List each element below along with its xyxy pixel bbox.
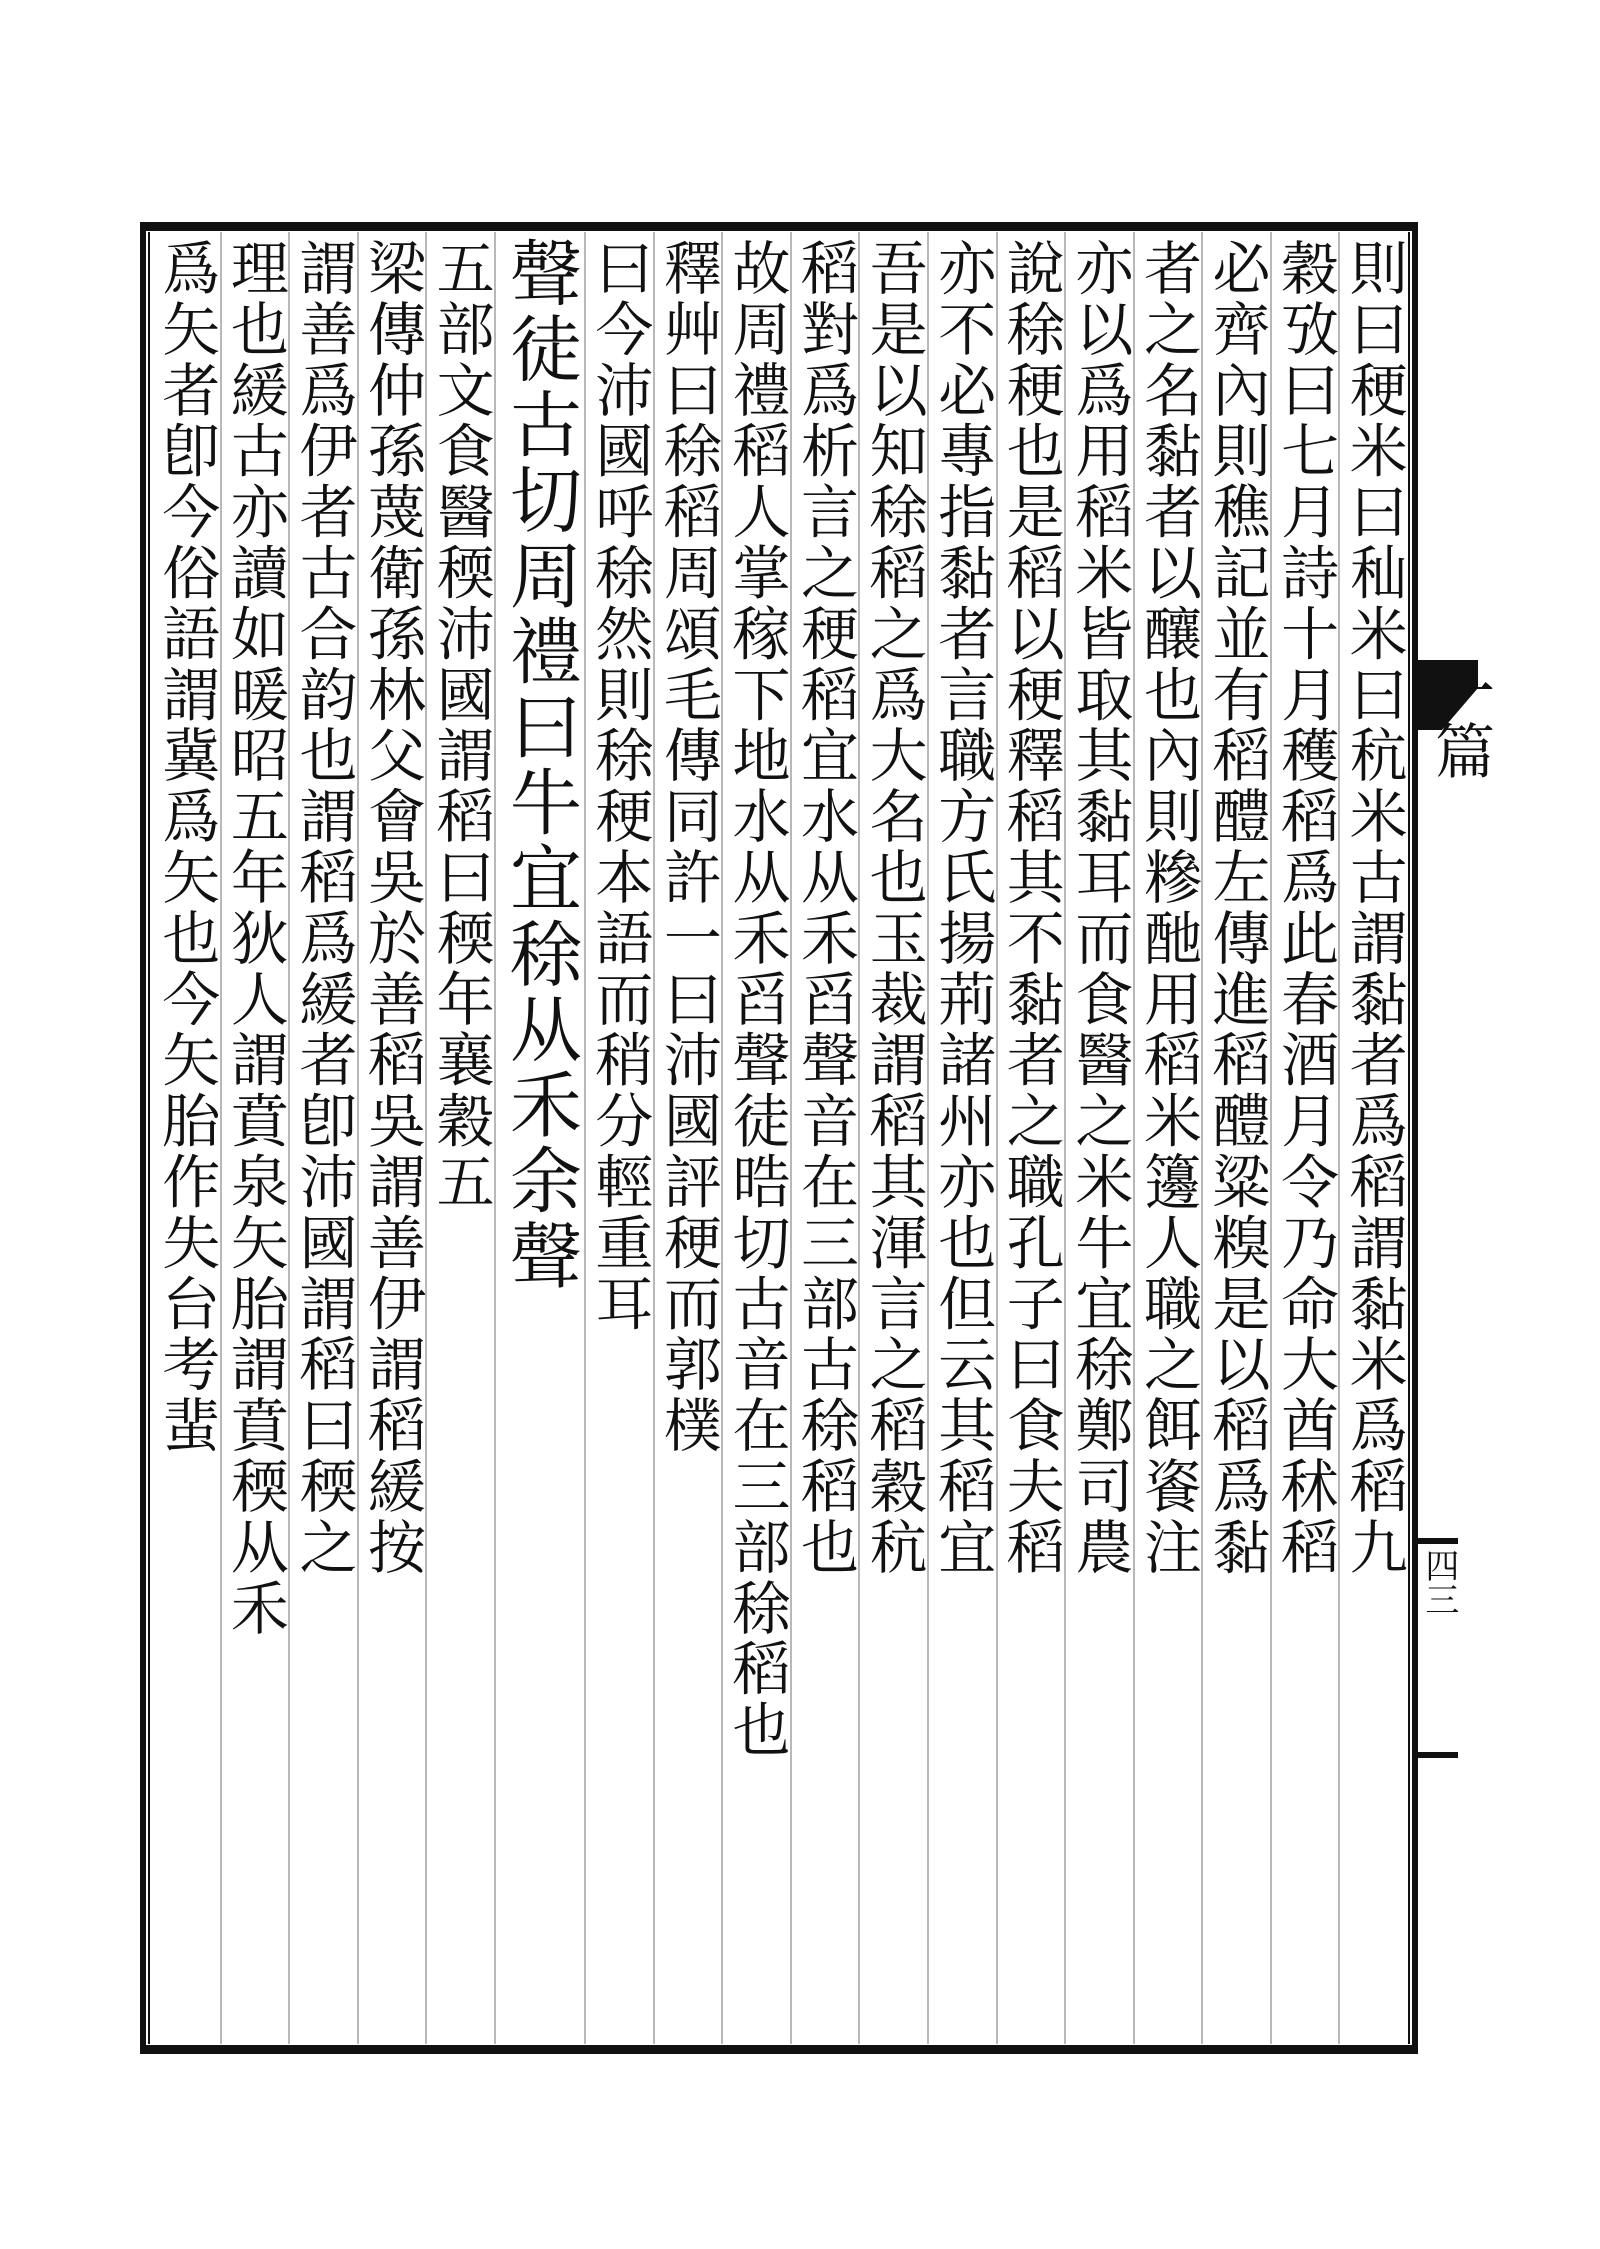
text-column [221, 238, 290, 2038]
text-column [1271, 238, 1340, 2038]
column-text: 稻對爲析言之稉稻宜水从禾舀聲音在三部古稌稻也 [791, 238, 860, 1578]
text-column [997, 238, 1066, 2038]
column-text: 亦以爲用稻米皆取其黏耳而食醫之米牛宜稌鄭司農 [1065, 238, 1134, 1578]
text-column [495, 236, 585, 2036]
margin-folio [1418, 1538, 1458, 1758]
text-column [654, 238, 723, 2038]
column-text: 理也緩古亦讀如暖昭五年狄人謂賁泉矢胎謂賁稬从禾 [220, 238, 289, 1639]
text-column [722, 238, 791, 2038]
text-column [358, 238, 427, 2038]
text-column [1065, 238, 1134, 2038]
column-text: 故周禮稻人掌稼下地水从禾舀聲徒晧切古音在三部稌稻也 [722, 238, 791, 1761]
column-text: 釋艸曰稌稻周頌毛傳同許一曰沛國評稉而郭樸 [653, 238, 722, 1456]
margin-title [1425, 660, 1495, 780]
column-text: 者之名黏者以釀也內則糝酏用稻米籩人職之餌餈注 [1133, 238, 1202, 1578]
text-column [289, 238, 358, 2038]
text-column [1134, 238, 1203, 2038]
column-text: 爲矢者卽今俗語謂冀爲矢也今矢胎作失台考蜚 [152, 238, 221, 1456]
column-text: 五部文食醫稬沛國謂稻曰稬年襄穀五 [426, 238, 495, 1213]
text-column [585, 238, 654, 2038]
column-text: 必齊內則穛記並有稻醴左傳進稻醴粱糗是以稻爲黏 [1202, 238, 1271, 1578]
column-text: 梁傳仲孫蔑衛孫林父會吳於善稻吳謂善伊謂稻緩按 [358, 238, 427, 1578]
text-column [928, 238, 997, 2038]
column-text: 吾是以知稌稻之爲大名也玉裁謂稻其渾言之稻穀秔 [859, 238, 928, 1578]
column-text: 聲徒古切周禮曰牛宜稌从禾余聲 [497, 236, 582, 1295]
column-text: 亦不必專指黏者言職方氏揚荊諸州亦也但云其稻宜 [928, 238, 997, 1578]
text-column [1339, 238, 1408, 2038]
column-text: 說稌稉也是稻以稉釋稻其不黏者之職孔子曰食夫稻 [996, 238, 1065, 1578]
column-text: 則曰稉米曰秈米曰秔米古謂黏者爲稻謂黏米爲稻九 [1339, 238, 1408, 1578]
margin-title-text: 一篇 [1425, 660, 1495, 780]
text-column [1202, 238, 1271, 2038]
column-text: 曰今沛國呼稌然則稌稉本語而稍分輕重耳 [585, 238, 654, 1335]
column-text: 謂善爲伊者古合韵也謂稻爲緩者卽沛國謂稻曰稬之 [289, 238, 358, 1578]
text-column [791, 238, 860, 2038]
column-text: 穀攷曰七月詩十月穫稻爲此春酒月令乃命大酋秫稻 [1271, 238, 1340, 1578]
text-column [426, 238, 495, 2038]
text-column [859, 238, 928, 2038]
margin-folio-text: 四三 [1418, 1548, 1459, 1616]
text-column [152, 238, 221, 2038]
